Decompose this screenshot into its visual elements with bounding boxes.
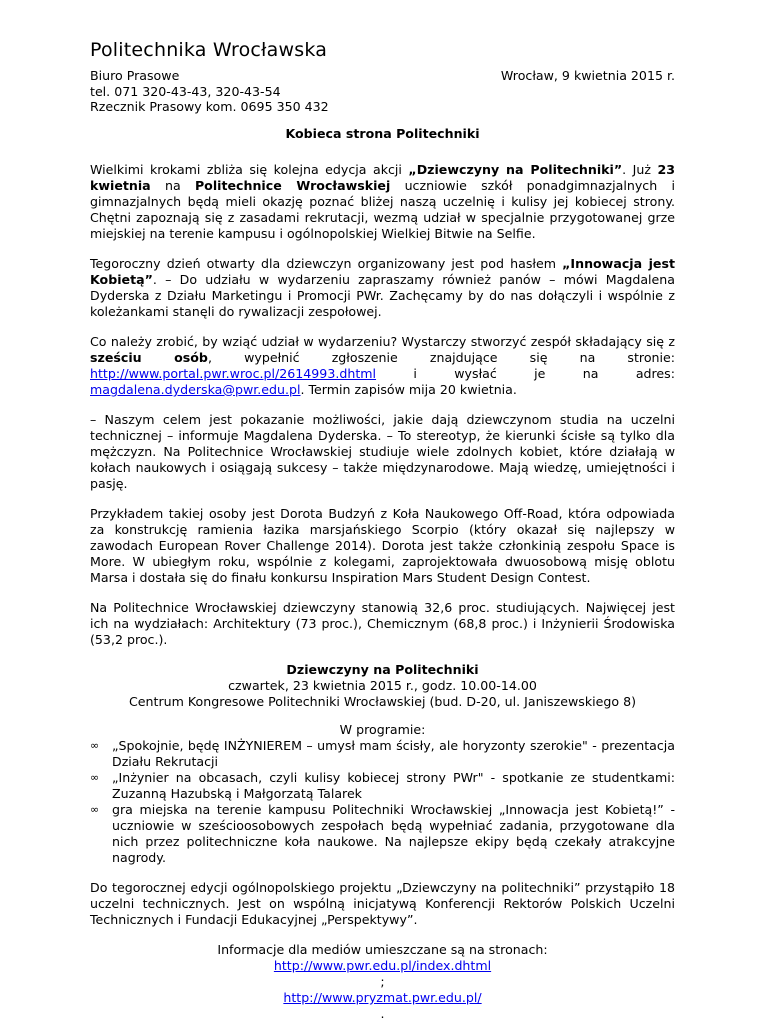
email-link[interactable]: magdalena.dyderska@pwr.edu.pl xyxy=(90,382,301,397)
program-item: ∞ „Inżynier na obcasach, czyli kulisy kobiecej strony PWr" - spotkanie ze studentkami: Zuzanną Hazubską i Małgorzatą Talarek xyxy=(90,770,675,801)
press-release-page xyxy=(90,38,675,1022)
spokesman-phone: Rzecznik Prasowy kom. 0695 350 432 xyxy=(90,99,329,114)
header-block xyxy=(90,68,675,114)
paragraph-example: Przykładem takiej osoby jest Dorota Budzyń z Koła Naukowego Off-Road, która odpowiada za konstrukcję ramienia łazika marsjańskiego Scorpio (który okazał się najlepszy w zawodach European Rover Challenge 2014). Dorota jest także członkinią zespołu Space is More. W ubiegłym roku, wspólnie z kolegami, zaprojektowała dwuosobową misję oblotu Marsa i dostała się do finału konkursu Inspiration Mars Student Design Contest. xyxy=(90,506,675,585)
event-date: czwartek, 23 kwietnia 2015 r., godz. 10.00-14.00 xyxy=(228,678,537,693)
signup-form-link[interactable]: http://www.portal.pwr.wroc.pl/2614993.dhtml xyxy=(90,366,377,381)
pwr-website-link[interactable]: http://www.pwr.edu.pl/index.dhtml xyxy=(273,958,492,973)
paragraph-quote: – Naszym celem jest pokazanie możliwości, jakie dają dziewczynom studia na uczelni technicznej – informuje Magdalena Dyderska. – To stereotyp, że kierunki ścisłe są tylko dla mężczyzn. Na Politechnice Wrocławskiej studiuje wiele zdolnych kobiet, które działają w kołach naukowych i osiągają sukcesy – także międzynarodowe. Mają wiedzę, umiejętności i pasję. xyxy=(90,412,675,491)
media-info xyxy=(90,942,675,1022)
event-info xyxy=(90,662,675,710)
event-location: Centrum Kongresowe Politechniki Wrocławskiej (bud. D-20, ul. Janiszewskiego 8) xyxy=(128,694,636,709)
program-item: ∞ „Spokojnie, będę INŻYNIEREM – umysł mam ścisły, ale horyzonty szerokie" - prezentacja Działu Rekrutacji xyxy=(90,738,675,769)
infinity-bullet-icon: ∞ xyxy=(90,739,100,752)
infinity-bullet-icon: ∞ xyxy=(90,771,100,784)
paragraph-stats: Na Politechnice Wrocławskiej dziewczyny stanowią 32,6 proc. studiujących. Najwięcej jest ich na wydziałach: Architektury (73 proc.), Chemicznym (68,8 proc.) i Inżynierii Środowiska (53,2 proc.). xyxy=(90,600,675,647)
pryzmat-website-link[interactable]: http://www.pryzmat.pwr.edu.pl/ xyxy=(283,990,482,1005)
paragraph-intro: Wielkimi krokami zbliża się kolejna edycja akcji „Dziewczyny na Politechniki”. Już 23 kwietnia na Politechnice Wrocławskiej uczniowie szkół ponadgimnazjalnych i gimnazjalnych będą mieli okazję poznać bliżej naszą uczelnię i kulisy jej kobiecej strony. Chętni zapoznają się z zasadami rekrutacji, wezmą udział w specjalnie przygotowanej grze miejskiej na terenie kampusu i ogólnopolskiej Wielkiej Bitwie na Selfie. xyxy=(90,162,675,241)
program-list xyxy=(90,738,675,866)
infinity-bullet-icon: ∞ xyxy=(90,803,100,816)
paragraph-motto: Tegoroczny dzień otwarty dla dziewczyn organizowany jest pod hasłem „Innowacja jest Kobietą”. – Do udziału w wydarzeniu zapraszamy również panów – mówi Magdalena Dyderska z Działu Marketingu i Promocji PWr. Zachęcamy by do nas dołączyli i wspólnie z koleżankami stanęli do rywalizacji zespołowej. xyxy=(90,256,675,319)
headline: Kobieca strona Politechniki xyxy=(285,126,480,141)
phone-numbers: tel. 071 320-43-43, 320-43-54 xyxy=(90,83,281,99)
media-intro: Informacje dla mediów umieszczane są na stronach: xyxy=(217,942,548,957)
event-title: Dziewczyny na Politechniki xyxy=(286,662,479,677)
org-title: Politechnika Wrocławska xyxy=(90,39,328,61)
release-date: Wrocław, 9 kwietnia 2015 r. xyxy=(500,68,675,83)
press-office: Biuro Prasowe xyxy=(90,68,180,83)
paragraph-project: Do tegorocznej edycji ogólnopolskiego projektu „Dziewczyny na politechniki” przystąpiło 18 uczelni technicznych. Jest on wspólną inicjatywą Konferencji Rektorów Polskich Uczelni Technicznych i Fundacji Edukacyjnej „Perspektywy”. xyxy=(90,880,675,927)
paragraph-signup: Co należy zrobić, by wziąć udział w wydarzeniu? Wystarczy stworzyć zespół składający się z sześciu osób, wypełnić zgłoszenie znajdujące się na stronie: http://www.portal.pwr.wroc.pl/2614993.dhtml i wysłać je na adres: magdalena.dyderska@pwr.edu.pl. Termin zapisów mija 20 kwietnia. xyxy=(90,334,676,397)
program-heading: W programie: xyxy=(339,722,426,737)
program-item: ∞ gra miejska na terenie kampusu Politechniki Wrocławskiej „Innowacja jest Kobietą!” - uczniowie w sześcioosobowych zespołach będą wypełniać zadania, przygotowane dla nich przez politechniczne koła naukowe. Na najlepsze ekipy będą czekały atrakcyjne nagrody. xyxy=(90,802,675,865)
media-links: http://www.pwr.edu.pl/index.dhtml ; http://www.pryzmat.pwr.edu.pl/ . xyxy=(273,958,492,1021)
